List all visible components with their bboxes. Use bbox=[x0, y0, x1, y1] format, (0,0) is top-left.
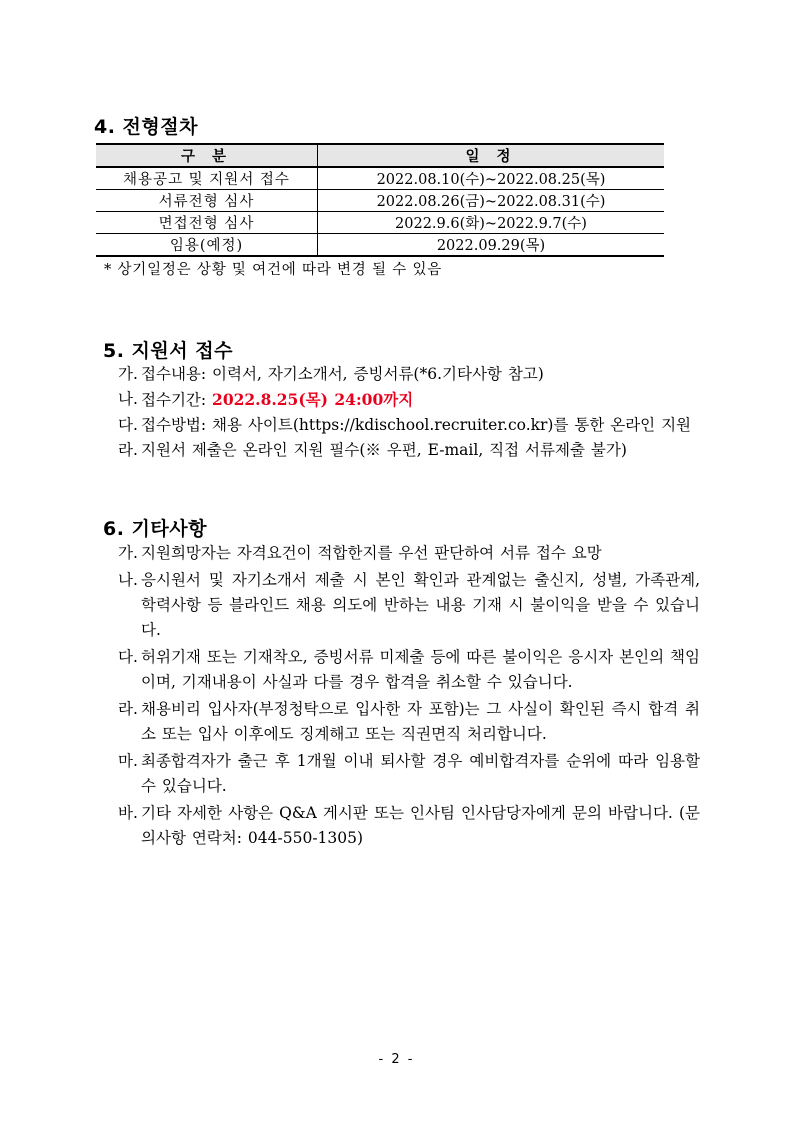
list-item bbox=[118, 801, 700, 851]
notes-list bbox=[118, 541, 700, 853]
page-number: - 2 - bbox=[378, 1052, 415, 1067]
schedule-note: * 상기일정은 상황 및 여건에 따라 변경 될 수 있음 bbox=[104, 262, 443, 278]
list-item-text bbox=[141, 387, 700, 413]
list-item bbox=[118, 541, 700, 566]
list-item-text: 허위기재 또는 기재착오, 증빙서류 미제출 등에 따른 불이익은 응시자 본인의 책임이며, 기재내용이 사실과 다를 경우 합격을 취소할 수 있습니다. bbox=[141, 648, 700, 691]
list-marker: 다. bbox=[118, 416, 138, 434]
deadline-label: 접수기간: bbox=[141, 391, 213, 409]
list-marker: 마. bbox=[118, 752, 138, 770]
list-marker: 가. bbox=[118, 544, 138, 562]
list-item-text: 접수내용: 이력서, 자기소개서, 증빙서류(*6.기타사항 참고) bbox=[141, 365, 544, 383]
section-4-title: 4. 전형절차 bbox=[94, 116, 198, 138]
list-marker: 나. bbox=[118, 390, 138, 408]
table-row bbox=[96, 212, 664, 234]
list-marker: 다. bbox=[118, 648, 138, 666]
application-list bbox=[118, 362, 700, 463]
schedule-table bbox=[96, 143, 664, 257]
table-row bbox=[96, 234, 664, 257]
section-6-title: 6. 기타사항 bbox=[103, 518, 207, 540]
list-item-text: 지원서 제출은 온라인 지원 필수(※ 우편, E-mail, 직접 서류제출 불가) bbox=[141, 441, 627, 459]
list-item bbox=[118, 413, 700, 438]
table-cell-category: 임용(예정) bbox=[96, 234, 318, 257]
list-marker: 나. bbox=[118, 571, 138, 589]
list-item bbox=[118, 568, 700, 643]
table-cell-category: 채용공고 및 지원서 접수 bbox=[96, 167, 318, 190]
table-header-row bbox=[96, 144, 664, 167]
list-item bbox=[118, 645, 700, 695]
list-marker: 바. bbox=[118, 804, 138, 822]
list-item bbox=[118, 697, 700, 747]
list-item-text: 접수방법: 채용 사이트(https://kdischool.recruiter.co.kr)를 통한 온라인 지원 bbox=[141, 416, 692, 434]
table-cell-category: 서류전형 심사 bbox=[96, 190, 318, 212]
list-item-text: 최종합격자가 출근 후 1개월 이내 퇴사할 경우 예비합격자를 순위에 따라 임용할 수 있습니다. bbox=[141, 752, 700, 795]
list-marker: 라. bbox=[118, 441, 138, 459]
table-cell-schedule: 2022.09.29(목) bbox=[318, 234, 665, 257]
section-5-title: 5. 지원서 접수 bbox=[103, 340, 233, 362]
table-cell-schedule: 2022.08.26(금)~2022.08.31(수) bbox=[318, 190, 665, 212]
column-header-schedule: 일 정 bbox=[318, 144, 665, 167]
list-item bbox=[118, 438, 700, 463]
list-item-text: 지원희망자는 자격요건이 적합한지를 우선 판단하여 서류 접수 요망 bbox=[141, 544, 602, 562]
deadline-highlight: 2022.8.25(목) 24:00까지 bbox=[212, 390, 414, 409]
table-cell-schedule: 2022.9.6(화)~2022.9.7(수) bbox=[318, 212, 665, 234]
list-marker: 라. bbox=[118, 700, 138, 718]
list-item-text: 채용비리 입사자(부정청탁으로 입사한 자 포함)는 그 사실이 확인된 즉시 합격 취소 또는 입사 이후에도 징계해고 또는 직권면직 처리합니다. bbox=[141, 700, 700, 743]
list-item bbox=[118, 362, 700, 387]
list-item bbox=[118, 387, 700, 413]
list-marker: 가. bbox=[118, 365, 138, 383]
table-row bbox=[96, 190, 664, 212]
list-item-text: 응시원서 및 자기소개서 제출 시 본인 확인과 관계없는 출신지, 성별, 가족관계, 학력사항 등 블라인드 채용 의도에 반하는 내용 기재 시 불이익을 받을 수 있습니다. bbox=[141, 571, 700, 639]
list-item bbox=[118, 749, 700, 799]
list-item-text: 기타 자세한 사항은 Q&A 게시판 또는 인사팀 인사담당자에게 문의 바랍니다. (문의사항 연락처: 044-550-1305) bbox=[141, 804, 700, 847]
table-cell-category: 면접전형 심사 bbox=[96, 212, 318, 234]
table-cell-schedule: 2022.08.10(수)~2022.08.25(목) bbox=[318, 167, 665, 190]
table-row bbox=[96, 167, 664, 190]
column-header-category: 구 분 bbox=[96, 144, 318, 167]
